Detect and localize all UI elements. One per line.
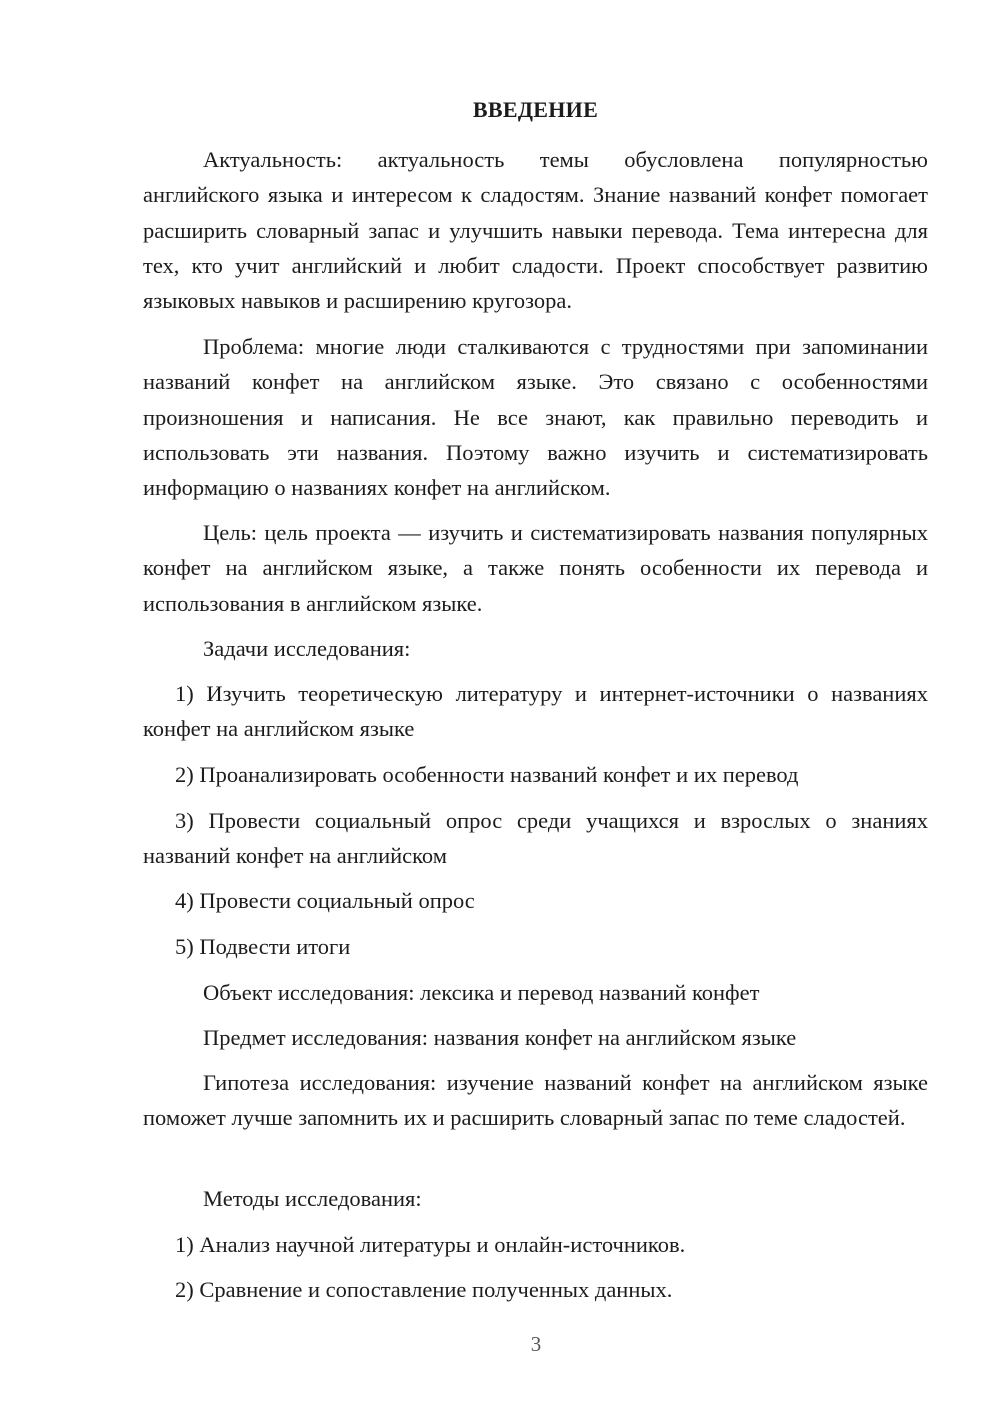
method-item-1: 1) Анализ научной литературы и онлайн-источников. <box>175 1232 686 1257</box>
task-item-2: 2) Проанализировать особенности названий конфет и их перевод <box>175 762 799 787</box>
section-heading: ВВЕДЕНИЕ <box>472 97 599 122</box>
problem-paragraph: Проблема: многие люди сталкиваются с трудностями при запоминании названий конфет на английском языке. Это связано с особенностями произношения и написания. Не все знают, как правильно переводить и использовать эти названия. Поэтому важно изучить и систематизировать информацию о названиях конфет на английском. <box>143 334 928 501</box>
method-item-2: 2) Сравнение и сопоставление полученных данных. <box>175 1277 673 1302</box>
subject-paragraph: Предмет исследования: названия конфет на английском языке <box>203 1025 797 1050</box>
tasks-heading: Задачи исследования: <box>203 636 411 661</box>
methods-heading: Методы исследования: <box>203 1186 422 1211</box>
page-number: 3 <box>530 1332 542 1356</box>
task-item-3: 3) Провести социальный опрос среди учащихся и взрослых о знаниях названий конфет на английском <box>143 808 928 869</box>
hypothesis-paragraph: Гипотеза исследования: изучение названий конфет на английском языке поможет лучше запомнить их и расширить словарный запас по теме сладостей. <box>143 1070 928 1131</box>
task-item-1: 1) Изучить теоретическую литературу и интернет-источники о названиях конфет на английском языке <box>143 681 928 742</box>
goal-paragraph: Цель: цель проекта — изучить и систематизировать названия популярных конфет на английском языке, а также понять особенности их перевода и использования в английском языке. <box>143 520 928 616</box>
object-paragraph: Объект исследования: лексика и перевод названий конфет <box>203 980 760 1005</box>
task-item-4: 4) Провести социальный опрос <box>175 888 475 913</box>
relevance-paragraph: Актуальность: актуальность темы обусловлена популярностью английского языка и интересом к сладостям. Знание названий конфет помогает расширить словарный запас и улучшить навыки перевода. Тема интересна для тех, кто учит английский и любит сладости. Проект способствует развитию языковых навыков и расширению кругозора. <box>143 147 928 314</box>
task-item-5: 5) Подвести итоги <box>175 934 351 959</box>
